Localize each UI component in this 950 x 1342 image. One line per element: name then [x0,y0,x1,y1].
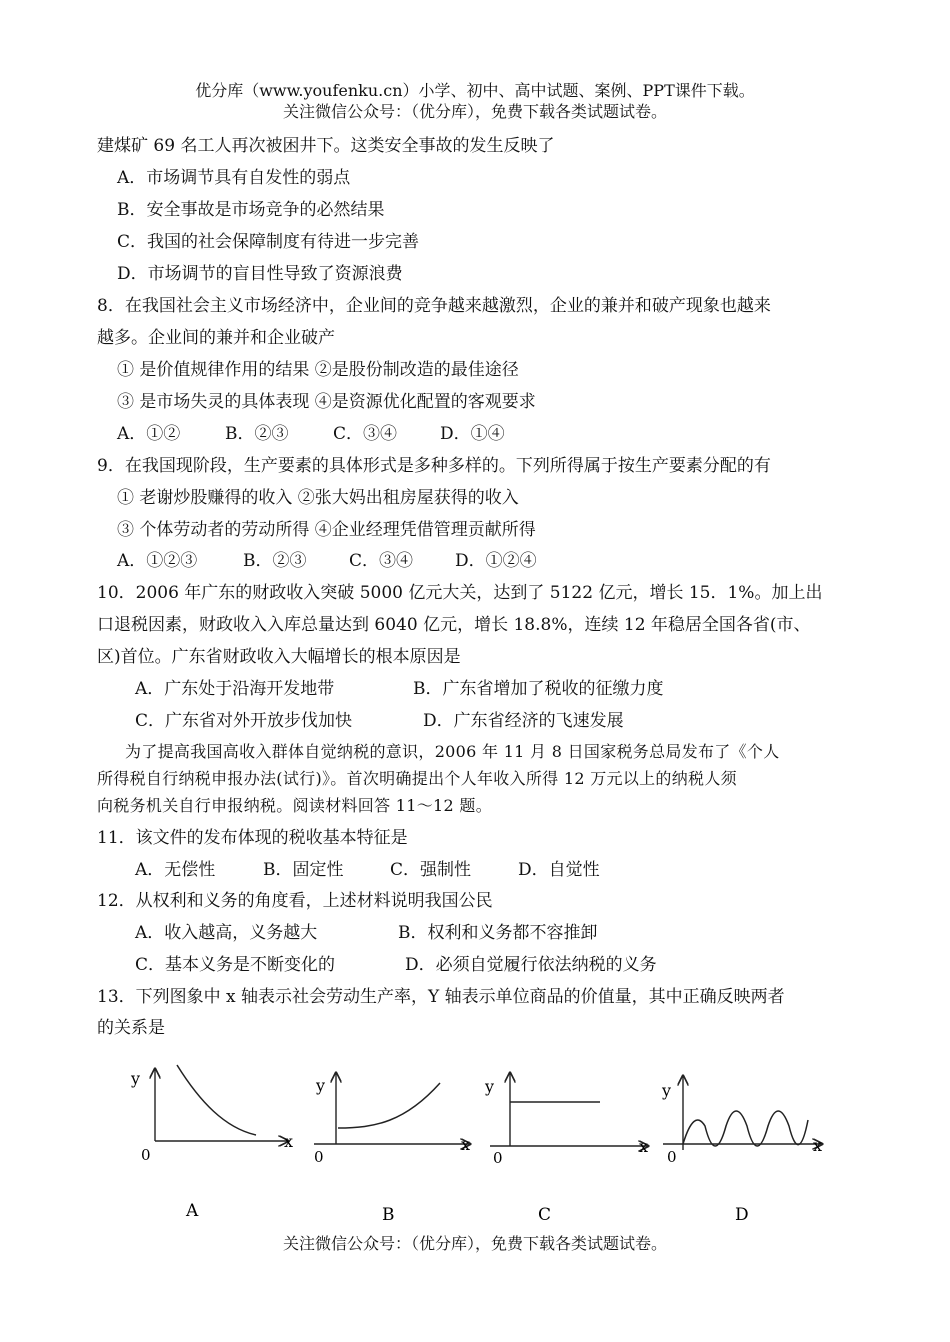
material-line-3: 向税务机关自行申报纳税。阅读材料回答 11～12 题。 [97,796,492,815]
graph-d-wave-curve [683,1111,808,1146]
q11-option-c: C．强制性 [390,860,472,880]
graph-b-y-label: y [316,1076,326,1095]
graph-a-y-label: y [131,1069,141,1088]
material-line-2: 所得税自行纳税申报办法(试行)》。首次明确提出个人年收入所得 12 万元以上的纳税人须 [97,769,737,788]
graph-d-x-label: x [813,1136,823,1155]
q7-option-c: C．我国的社会保障制度有待进一步完善 [117,232,420,252]
graph-b-x-label: x [461,1135,471,1154]
graph-d-y-label: y [662,1081,672,1100]
graph-b-caption: B [382,1205,395,1225]
graph-d-origin: 0 [667,1148,677,1166]
q10-option-a: A．广东处于沿海开发地带 [135,679,335,699]
graph-c-x-label: x [639,1137,649,1156]
header-line-1: 优分库（www.youfenku.cn）小学、初中、高中试题、案例、PPT课件下载。 [195,81,755,100]
graph-b [314,1073,470,1225]
q11-option-b: B．固定性 [263,860,344,880]
q9-items-1: ① 老谢炒股赚得的收入 ②张大妈出租房屋获得的收入 [117,488,519,508]
q8-items-2: ③ 是市场失灵的具体表现 ④是资源优化配置的客观要求 [117,392,536,412]
graph-d-caption: D [735,1205,749,1225]
q8-option-d: D．①④ [440,424,505,444]
q10-stem-line-1: 10．2006 年广东的财政收入突破 5000 亿元大关，达到了 5122 亿元，增长 15．1%。加上出 [97,583,823,603]
q10-stem-line-3: 区)首位。广东省财政收入大幅增长的根本原因是 [97,647,461,667]
q9-option-d: D．①②④ [455,551,537,571]
q9-stem: 9．在我国现阶段，生产要素的具体形式是多种多样的。下列所得属于按生产要素分配的有 [97,456,771,476]
graph-a-caption: A [186,1201,199,1221]
q11-option-d: D．自觉性 [518,860,600,880]
footer-line: 关注微信公众号：（优分库），免费下载各类试题试卷。 [282,1234,667,1253]
q13-graphs-figure [0,1040,950,1230]
header-line-2: 关注微信公众号：（优分库），免费下载各类试题试卷。 [282,102,667,121]
q8-option-a: A．①② [117,424,181,444]
q8-option-b: B．②③ [225,424,289,444]
q8-stem-line-1: 8．在我国社会主义市场经济中，企业间的竞争越来越激烈，企业的兼并和破产现象也越来 [97,296,771,316]
q12-stem: 12．从权利和义务的角度看，上述材料说明我国公民 [97,891,493,911]
q8-option-c: C．③④ [333,424,398,444]
q10-stem-line-2: 口退税因素，财政收入入库总量达到 6040 亿元，增长 18.8%，连续 12 年稳居全国各省(市、 [97,615,811,635]
q8-items-1: ① 是价值规律作用的结果 ②是股份制改造的最佳途径 [117,360,519,380]
q7-option-d: D．市场调节的盲目性导致了资源浪费 [117,264,403,284]
graph-a-decreasing-curve [177,1065,256,1135]
q12-option-d: D．必须自觉履行依法纳税的义务 [405,955,657,975]
q10-option-d: D．广东省经济的飞速发展 [423,711,624,731]
q10-option-b: B．广东省增加了税收的征缴力度 [413,679,664,699]
q13-stem-line-2: 的关系是 [97,1018,165,1038]
graph-c-y-label: y [485,1077,495,1096]
graph-c-origin: 0 [493,1149,503,1167]
q9-option-a: A．①②③ [117,551,198,571]
q8-stem-line-2: 越多。企业间的兼并和企业破产 [97,328,335,348]
q9-option-b: B．②③ [243,551,307,571]
q11-option-a: A．无偿性 [135,860,216,880]
q10-option-c: C．广东省对外开放步伐加快 [135,711,353,731]
graph-c [484,1073,648,1225]
q13-stem-line-1: 13．下列图象中 x 轴表示社会劳动生产率，Y 轴表示单位商品的价值量，其中正确反映两者 [97,987,785,1007]
q9-items-2: ③ 个体劳动者的劳动所得 ④企业经理凭借管理贡献所得 [117,520,536,540]
q9-option-c: C．③④ [349,551,414,571]
graph-c-caption: C [538,1205,552,1225]
q12-option-c: C．基本义务是不断变化的 [135,955,336,975]
graph-a-origin: 0 [141,1146,151,1164]
q7-continuation: 建煤矿 69 名工人再次被困井下。这类安全事故的发生反映了 [97,136,555,156]
q11-stem: 11．该文件的发布体现的税收基本特征是 [97,828,408,848]
q12-option-b: B．权利和义务都不容推卸 [398,923,598,943]
graph-a-x-label: x [284,1132,294,1151]
q7-option-a: A．市场调节具有自发性的弱点 [117,168,351,188]
material-line-1: 为了提高我国高收入群体自觉纳税的意识，2006 年 11 月 8 日国家税务总局发布了《个人 [125,742,780,761]
graph-b-origin: 0 [314,1148,324,1166]
graph-a [130,1065,293,1221]
graph-d [661,1076,822,1225]
graph-b-increasing-curve [338,1083,440,1128]
q12-option-a: A．收入越高，义务越大 [135,923,318,943]
q7-option-b: B．安全事故是市场竞争的必然结果 [117,200,385,220]
